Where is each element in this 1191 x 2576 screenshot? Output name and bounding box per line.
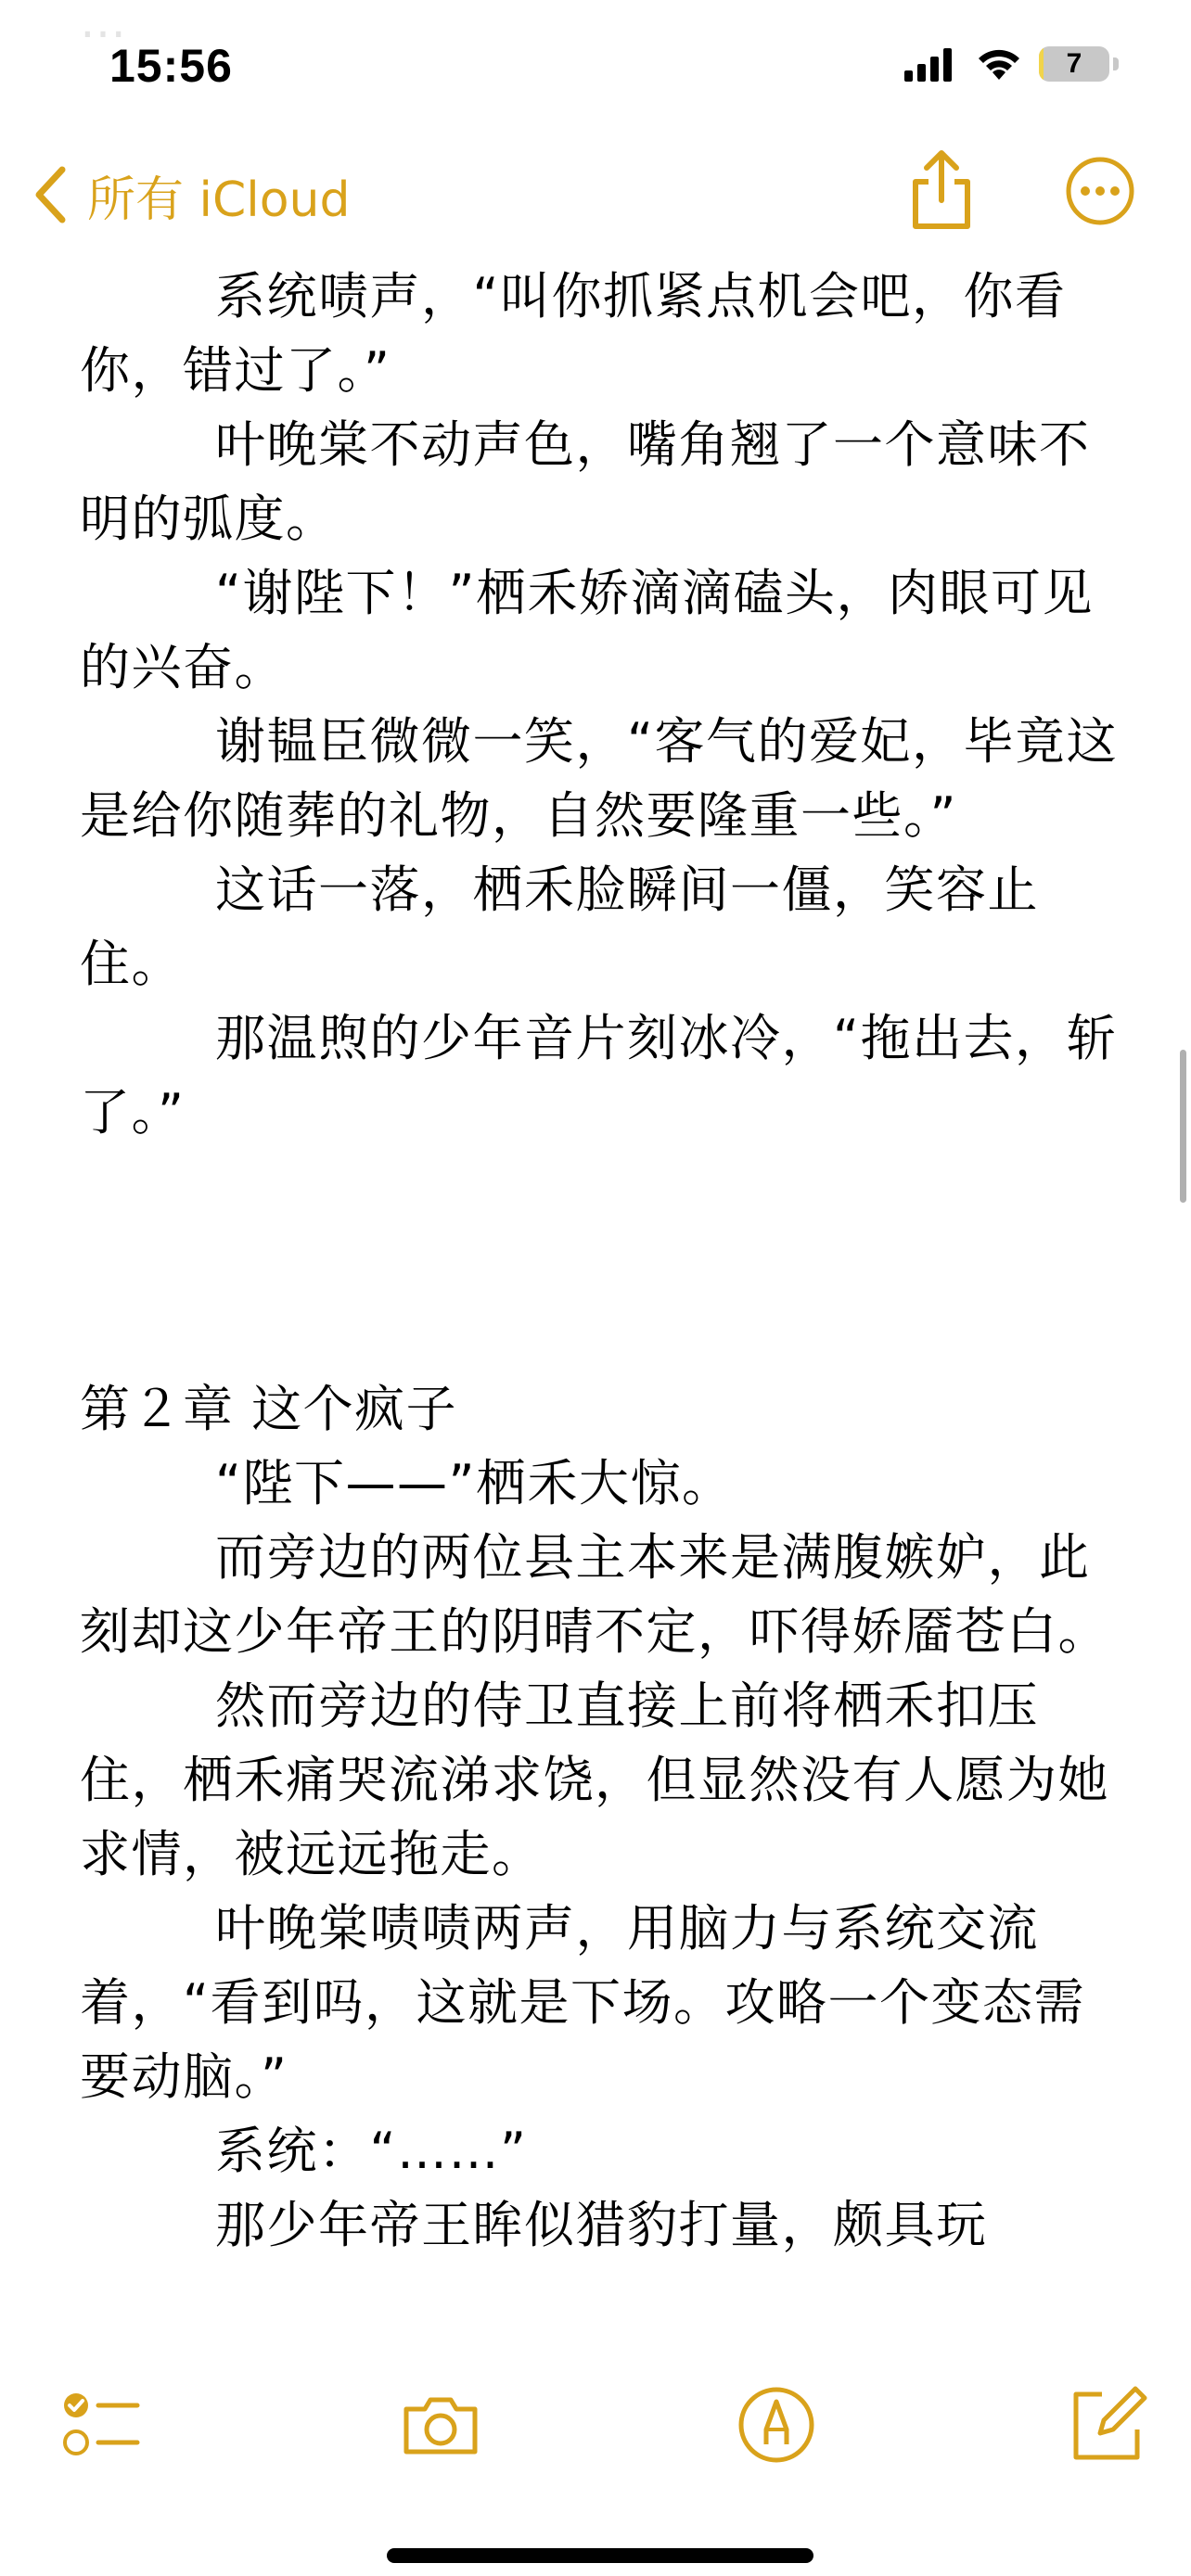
note-paragraph: “谢陛下！”栖禾娇滴滴磕头，肉眼可见的兴奋。 [80, 564, 1094, 696]
scrolled-text-ghost: … [80, 0, 126, 48]
compose-icon[interactable] [1065, 2383, 1148, 2467]
bottom-toolbar [0, 2346, 1191, 2513]
note-paragraph: 叶晚棠不动声色，嘴角翘了一个意味不明的弧度。 [80, 415, 1091, 548]
back-button[interactable] [33, 158, 351, 232]
back-button-label: 所有 iCloud [87, 172, 351, 228]
battery-icon [1039, 46, 1109, 82]
markup-pen-icon[interactable] [735, 2383, 818, 2467]
note-paragraph: 这话一落，栖禾脸瞬间一僵，笑容止住。 [80, 861, 1039, 993]
chapter-title: 第２章 这个疯子 [80, 1380, 458, 1438]
note-paragraph: “陛下——”栖禾大惊。 [215, 1454, 734, 1512]
share-icon[interactable] [904, 148, 979, 232]
note-paragraph: 然而旁边的侍卫直接上前将栖禾扣压住，栖禾痛哭流涕求饶，但显然没有人愿为她求情，被远远拖走。 [80, 1677, 1109, 1883]
checklist-icon[interactable] [58, 2383, 141, 2467]
wifi-icon [976, 45, 1022, 82]
scrollbar[interactable] [1180, 1050, 1186, 1203]
note-paragraph: 系统啧声，“叫你抓紧点机会吧，你看你，错过了。” [80, 267, 1067, 400]
status-time: 15:56 [109, 40, 233, 92]
navigation-bar [0, 139, 1191, 250]
battery-indicator [1039, 46, 1121, 83]
note-paragraph: 那温煦的少年音片刻冰冷，“拖出去，斩了。” [80, 1009, 1118, 1141]
note-body[interactable] [80, 260, 1119, 2263]
more-icon[interactable] [1065, 156, 1135, 226]
cellular-signal-icon [904, 48, 953, 82]
status-bar [0, 0, 1191, 139]
chevron-left-icon [33, 166, 67, 223]
note-paragraph: 谢韫臣微微一笑，“客气的爱妃，毕竟这是给你随葬的礼物，自然要隆重一些。” [80, 712, 1118, 845]
note-paragraph: 而旁边的两位县主本来是满腹嫉妒，此刻却这少年帝王的阴晴不定，吓得娇靥苍白。 [80, 1528, 1109, 1661]
battery-cap [1113, 57, 1119, 70]
note-paragraph: 那少年帝王眸似猎豹打量，颇具玩 [215, 2196, 988, 2254]
blank-lines [80, 1150, 1119, 1372]
camera-icon[interactable] [399, 2383, 482, 2467]
note-paragraph: 叶晚棠啧啧两声，用脑力与系统交流着，“看到吗，这就是下场。攻略一个变态需要动脑。” [80, 1899, 1085, 2106]
note-paragraph: 系统：“……” [215, 2122, 528, 2180]
battery-level: 7 [1066, 48, 1082, 79]
home-indicator[interactable] [387, 2548, 813, 2563]
